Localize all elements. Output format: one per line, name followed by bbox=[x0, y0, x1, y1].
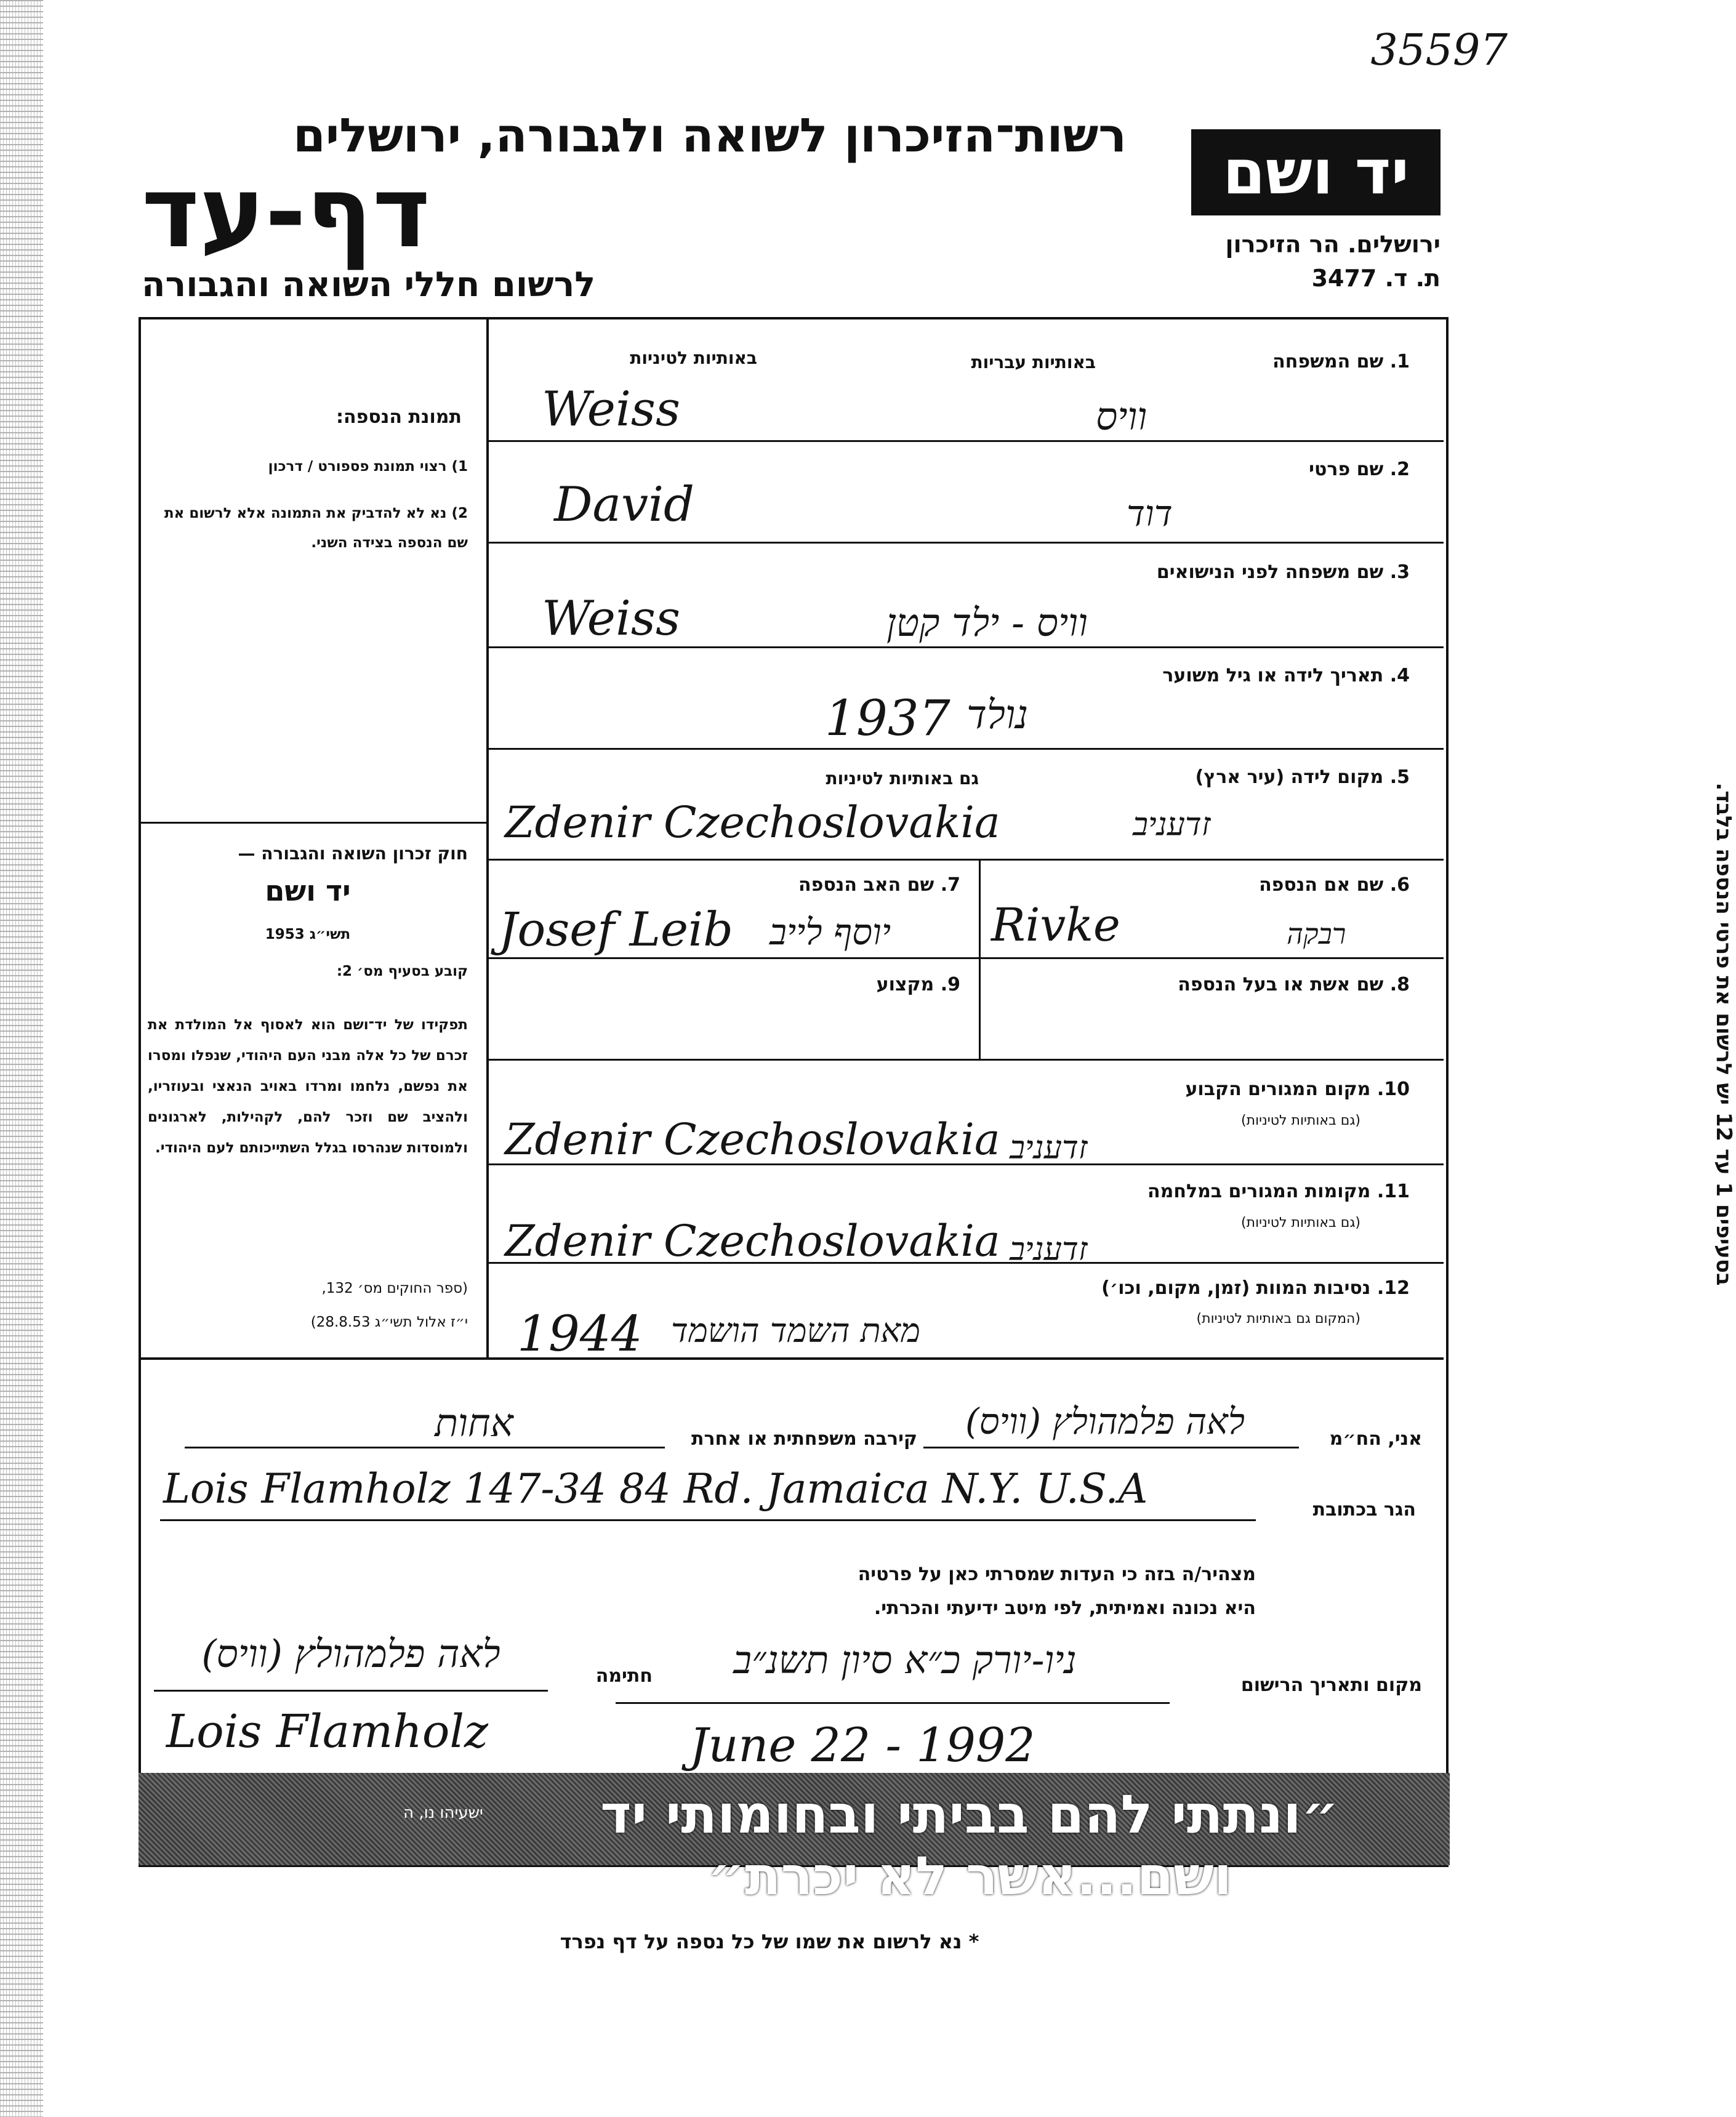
logo-pobox: ת. ד. 3477 bbox=[1311, 265, 1441, 292]
decl-address-label: הגר בכתובת bbox=[1312, 1499, 1416, 1520]
field3-label bbox=[954, 561, 1410, 583]
field8-num: 8. bbox=[1389, 974, 1410, 995]
field12-hebrew-value: מאת השמד הושמד bbox=[671, 1311, 920, 1350]
field3-text: שם משפחה לפני הנישואים bbox=[1156, 561, 1384, 583]
field12-year-value: 1944 bbox=[517, 1305, 643, 1362]
field7-num: 7. bbox=[940, 874, 960, 896]
field1-text: שם המשפחה bbox=[1272, 351, 1384, 372]
footnote: * נא לרשום את שמו של כל נספה על דף נפרד bbox=[560, 1930, 979, 1953]
photo-box-note2: 2) נא לא להדביק את התמונה אלא לרשום את שם הנספה בצידה השני. bbox=[164, 505, 468, 551]
law-text: תפקידו של יד־ושם הוא לאסוף אל המולדת את זכרם של כל אלה מבני העם היהודי, שנפלו ומסרו את נפשם, נלחמו ומרדו באויב הנאצי ובעוזריו, ולהציב שם וזכר להם, לקהילות, לארגונים ולמוסדות שנהרסו בגלל השתייכותם לעם היהודי. bbox=[148, 1017, 468, 1156]
law-section: קובע בסעיף מס׳ 2: bbox=[336, 963, 468, 979]
field11-caption: (גם באותיות לטיניות) bbox=[1241, 1215, 1360, 1231]
field5-label bbox=[1108, 766, 1410, 788]
decl-i-am: אני, הח״מ bbox=[1329, 1428, 1422, 1450]
field5-latin-value: Zdenir Czechoslovakia bbox=[505, 797, 1000, 848]
field1-hebrew-caption: באותיות עבריות bbox=[971, 352, 1096, 372]
field1-label bbox=[1170, 351, 1410, 372]
banner-text: ״ונתתי להם בביתי ובחומותי יד ושם...אשר לא יכרת״ bbox=[600, 1784, 1339, 1907]
field7-hebrew-value: יוסף לייב bbox=[770, 911, 891, 953]
photo-box-title: תמונת הנספה: bbox=[336, 406, 462, 428]
quote-banner bbox=[139, 1773, 1450, 1907]
field12-label bbox=[985, 1277, 1410, 1299]
field9-text: מקצוע bbox=[876, 974, 934, 995]
field1-hebrew-value: וויס bbox=[1096, 394, 1147, 439]
scan-edge-noise bbox=[0, 0, 43, 2117]
decl-signature-value: לאה פלמהולץ (וויס) bbox=[201, 1631, 500, 1676]
field6-hebrew-value: רבקה bbox=[1287, 917, 1346, 950]
header-subtitle: לרשום חללי השואה והגבורה bbox=[142, 265, 596, 305]
field7-label bbox=[751, 874, 960, 896]
field11-hebrew-value: זדעניב bbox=[1010, 1231, 1088, 1268]
field10-text: מקום המגורים הקבוע bbox=[1185, 1079, 1371, 1100]
header-title: דף-עד bbox=[142, 155, 431, 270]
decl-relation-label: קירבה משפחתית או אחרת bbox=[691, 1428, 917, 1450]
field4-num: 4. bbox=[1389, 665, 1410, 686]
field3-num: 3. bbox=[1389, 561, 1410, 583]
field10-latin-value: Zdenir Czechoslovakia bbox=[505, 1114, 1000, 1165]
law-name: יד ושם bbox=[265, 874, 351, 907]
field4-label bbox=[954, 665, 1410, 686]
field6-text: שם אם הנספה bbox=[1259, 874, 1384, 896]
field2-text: שם פרטי bbox=[1309, 459, 1384, 480]
field11-num: 11. bbox=[1376, 1181, 1410, 1202]
field10-label bbox=[1047, 1079, 1410, 1100]
banner-ref: ישעיהו נו, ה bbox=[403, 1804, 483, 1822]
field10-hebrew-value: זדעניב bbox=[1010, 1130, 1088, 1167]
field1-latin-caption: באותיות לטיניות bbox=[630, 348, 757, 368]
field11-label bbox=[1047, 1181, 1410, 1202]
field12-caption: (המקום גם באותיות לטיניות) bbox=[1196, 1311, 1360, 1327]
field8-text: שם אשת או בעל הנספה bbox=[1178, 974, 1384, 995]
field3-hebrew-value: וויס - ילד קטן bbox=[886, 600, 1088, 645]
field4-year-value: 1937 bbox=[825, 689, 950, 747]
decl-signature-label: חתימה bbox=[595, 1665, 653, 1687]
decl-place-date-value: ניו-יורק כ״א סיון תשנ״ב bbox=[733, 1637, 1077, 1682]
document-number: 35597 bbox=[1370, 25, 1508, 75]
field1-num: 1. bbox=[1389, 351, 1410, 372]
decl-statement2: היא נכונה ואמיתית, לפי מיטב ידיעתי והכרתי. bbox=[874, 1597, 1256, 1619]
photo-box-note1: 1) רצוי תמונת פספורט / דרכון bbox=[268, 459, 468, 475]
field6-latin-value: Rivke bbox=[991, 899, 1120, 952]
field2-label bbox=[1170, 459, 1410, 480]
decl-name-value: לאה פלמהולץ (וויס) bbox=[965, 1400, 1245, 1442]
field9-num: 9. bbox=[940, 974, 960, 995]
field12-text: נסיבות המוות (זמן, מקום, וכו׳) bbox=[1101, 1277, 1371, 1299]
field5-hebrew-value: זדעניב bbox=[1133, 806, 1211, 843]
field6-label bbox=[1170, 874, 1410, 896]
field12-num: 12. bbox=[1376, 1277, 1410, 1299]
field4-text: תאריך לידה או גיל משוער bbox=[1162, 665, 1384, 686]
law-title: חוק זכרון השואה והגבורה — bbox=[238, 843, 468, 864]
field7-text: שם האב הנספה bbox=[798, 874, 934, 896]
field10-num: 10. bbox=[1376, 1079, 1410, 1100]
field7-latin-value: Josef Leib bbox=[499, 902, 733, 957]
decl-date-latin-value: June 22 - 1992 bbox=[689, 1717, 1035, 1772]
logo-address: ירושלים. הר הזיכרון bbox=[1225, 231, 1441, 258]
law-year: תשי״ג 1953 bbox=[265, 926, 351, 942]
yad-vashem-logo bbox=[1191, 129, 1441, 215]
field3-latin-value: Weiss bbox=[542, 591, 680, 646]
decl-relation-value: אחות bbox=[435, 1400, 513, 1445]
field2-num: 2. bbox=[1389, 459, 1410, 480]
decl-statement1: מצהיר/ה בזה כי העדות שמסרתי כאן על פרטיה bbox=[858, 1564, 1256, 1585]
field6-num: 6. bbox=[1389, 874, 1410, 896]
field8-label bbox=[1047, 974, 1410, 995]
law-ref: (ספר החוקים מס׳ 132, bbox=[321, 1280, 468, 1296]
side-note: בסעיפים 1 עד 12 יש לרשום את פרטי הנספה בלבד. bbox=[1711, 782, 1736, 1286]
field5-text: מקום לידה (עיר ארץ) bbox=[1195, 766, 1384, 788]
law-date: י״ז אלול תשי״ג 28.8.53) bbox=[310, 1314, 468, 1330]
decl-place-date-label: מקום ותאריך הרישום bbox=[1240, 1674, 1422, 1696]
logo-text: יד ושם bbox=[1223, 136, 1409, 208]
field1-latin-value: Weiss bbox=[542, 382, 680, 437]
field2-hebrew-value: דוד bbox=[1127, 492, 1173, 534]
decl-signature-latin-value: Lois Flamholz bbox=[166, 1705, 489, 1758]
field5-num: 5. bbox=[1389, 766, 1410, 788]
field9-label bbox=[813, 974, 960, 995]
field11-latin-value: Zdenir Czechoslovakia bbox=[505, 1216, 1000, 1266]
field10-caption: (גם באותיות לטיניות) bbox=[1241, 1113, 1360, 1128]
field4-hebrew-value: נולד bbox=[966, 693, 1029, 738]
field11-text: מקומות המגורים במלחמה bbox=[1147, 1181, 1371, 1202]
field5-latin-caption: גם באותיות לטיניות bbox=[826, 768, 979, 789]
decl-address-value: Lois Flamholz 147-34 84 Rd. Jamaica N.Y. U.S.A bbox=[163, 1465, 1148, 1512]
header-authority: רשות־הזיכרון לשואה ולגבורה, ירושלים bbox=[293, 108, 1127, 163]
field2-latin-value: David bbox=[554, 477, 694, 532]
